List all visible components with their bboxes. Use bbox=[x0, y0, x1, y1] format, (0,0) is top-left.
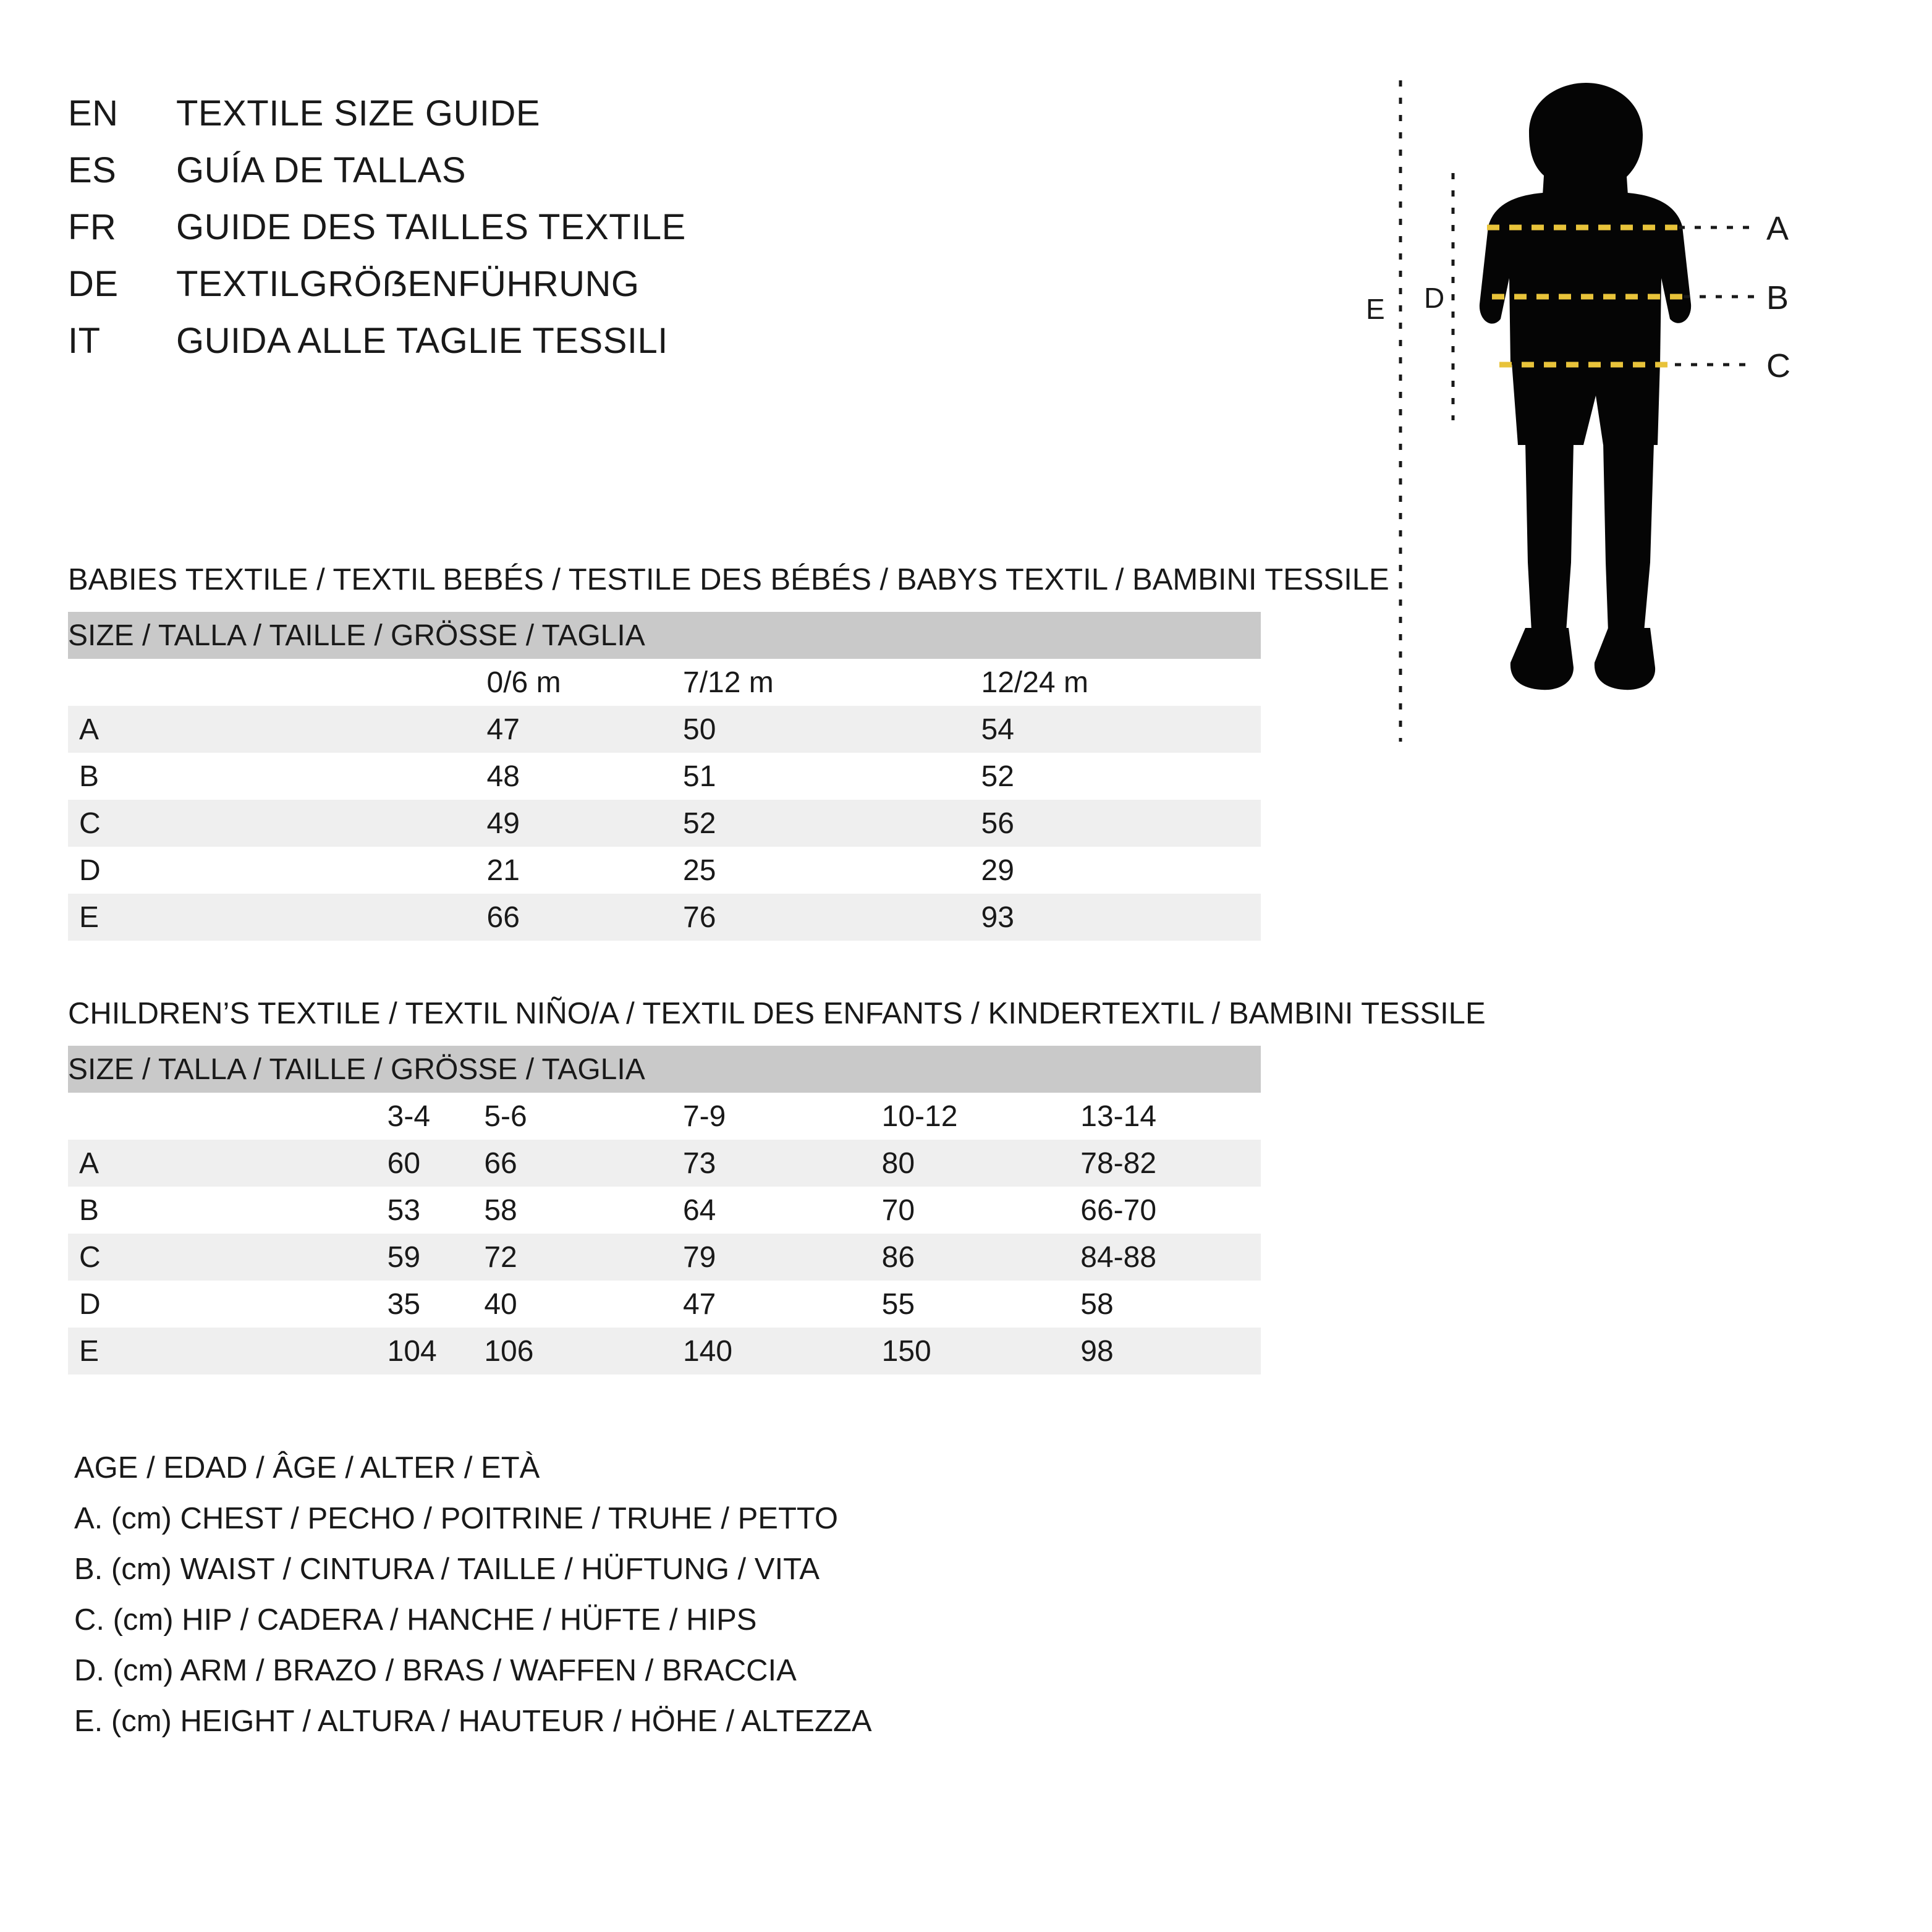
row-label: E bbox=[68, 1328, 267, 1375]
babies-column-header: 7/12 m bbox=[664, 659, 963, 706]
language-title: GUIDA ALLE TAGLIE TESSILI bbox=[176, 321, 668, 361]
cell: 80 bbox=[863, 1140, 1062, 1187]
children-section-title: CHILDREN’S TEXTILE / TEXTIL NIÑO/A / TEXTIL DES ENFANTS / KINDERTEXTIL / BAMBINI TESSILE bbox=[68, 997, 1486, 1030]
legend-block bbox=[68, 1443, 1858, 1747]
babies-table-header: SIZE / TALLA / TAILLE / GRÖSSE / TAGLIA bbox=[68, 612, 1261, 659]
legend-item-waist: B. (cm) WAIST / CINTURA / TAILLE / HÜFTUNG / VITA bbox=[74, 1553, 820, 1586]
cell: 86 bbox=[863, 1234, 1062, 1281]
children-section bbox=[68, 996, 1858, 1375]
cell: 40 bbox=[465, 1281, 664, 1328]
language-code: FR bbox=[68, 207, 117, 247]
cell: 98 bbox=[1062, 1328, 1261, 1375]
language-code: DE bbox=[68, 264, 119, 304]
cell: 21 bbox=[366, 847, 665, 894]
babies-section-title: BABIES TEXTILE / TEXTIL BEBÉS / TESTILE DES BÉBÉS / BABYS TEXTIL / BAMBINI TESSILE bbox=[68, 563, 1389, 596]
language-code: IT bbox=[68, 321, 101, 361]
babies-size-table bbox=[68, 612, 1261, 941]
row-label: A bbox=[68, 1140, 267, 1187]
legend-item-arm: D. (cm) ARM / BRAZO / BRAS / WAFFEN / BRACCIA bbox=[74, 1654, 797, 1687]
cell: 47 bbox=[366, 706, 665, 753]
cell: 79 bbox=[664, 1234, 863, 1281]
row-label: C bbox=[68, 1234, 267, 1281]
cell: 64 bbox=[664, 1187, 863, 1234]
table-row bbox=[68, 1281, 1261, 1328]
row-label: C bbox=[68, 800, 366, 847]
table-row bbox=[68, 1328, 1261, 1375]
table-header-row bbox=[68, 612, 1261, 659]
cell: 29 bbox=[963, 847, 1261, 894]
cell: 66 bbox=[465, 1140, 664, 1187]
table-header-row bbox=[68, 1046, 1261, 1093]
legend-item-chest: A. (cm) CHEST / PECHO / POITRINE / TRUHE / PETTO bbox=[74, 1502, 839, 1535]
cell: 104 bbox=[267, 1328, 466, 1375]
svg-text:B: B bbox=[1766, 279, 1789, 316]
legend-item-hip: C. (cm) HIP / CADERA / HANCHE / HÜFTE / HIPS bbox=[74, 1603, 757, 1637]
cell: 140 bbox=[664, 1328, 863, 1375]
row-label: A bbox=[68, 706, 366, 753]
cell: 53 bbox=[267, 1187, 466, 1234]
cell: 150 bbox=[863, 1328, 1062, 1375]
cell: 51 bbox=[664, 753, 963, 800]
row-label: D bbox=[68, 847, 366, 894]
cell: 54 bbox=[963, 706, 1261, 753]
cell: 60 bbox=[267, 1140, 466, 1187]
cell: 78-82 bbox=[1062, 1140, 1261, 1187]
svg-text:D: D bbox=[1424, 282, 1445, 314]
cell: 56 bbox=[963, 800, 1261, 847]
table-row bbox=[68, 894, 1261, 941]
language-code: EN bbox=[68, 93, 119, 133]
svg-text:E: E bbox=[1366, 293, 1385, 325]
legend-title: AGE / EDAD / ÂGE / ALTER / ETÀ bbox=[74, 1451, 540, 1485]
children-table-header: SIZE / TALLA / TAILLE / GRÖSSE / TAGLIA bbox=[68, 1046, 1261, 1093]
row-label: B bbox=[68, 1187, 267, 1234]
children-column-header: 5-6 bbox=[465, 1093, 664, 1140]
svg-text:C: C bbox=[1766, 347, 1790, 384]
row-label: E bbox=[68, 894, 366, 941]
language-code: ES bbox=[68, 150, 117, 190]
cell: 48 bbox=[366, 753, 665, 800]
table-row bbox=[68, 800, 1261, 847]
cell: 59 bbox=[267, 1234, 466, 1281]
children-column-header: 3-4 bbox=[267, 1093, 466, 1140]
cell: 50 bbox=[664, 706, 963, 753]
cell: 52 bbox=[963, 753, 1261, 800]
table-row bbox=[68, 1140, 1261, 1187]
row-label: D bbox=[68, 1281, 267, 1328]
cell: 73 bbox=[664, 1140, 863, 1187]
empty-corner bbox=[68, 1093, 267, 1140]
table-row bbox=[68, 706, 1261, 753]
legend-item-height: E. (cm) HEIGHT / ALTURA / HAUTEUR / HÖHE / ALTEZZA bbox=[74, 1705, 872, 1738]
table-column-row bbox=[68, 1093, 1261, 1140]
children-size-table bbox=[68, 1046, 1261, 1375]
cell: 76 bbox=[664, 894, 963, 941]
children-column-header: 10-12 bbox=[863, 1093, 1062, 1140]
cell: 58 bbox=[1062, 1281, 1261, 1328]
cell: 66 bbox=[366, 894, 665, 941]
cell: 84-88 bbox=[1062, 1234, 1261, 1281]
table-column-row bbox=[68, 659, 1261, 706]
cell: 93 bbox=[963, 894, 1261, 941]
cell: 72 bbox=[465, 1234, 664, 1281]
table-row bbox=[68, 1187, 1261, 1234]
cell: 58 bbox=[465, 1187, 664, 1234]
cell: 25 bbox=[664, 847, 963, 894]
svg-text:A: A bbox=[1766, 210, 1789, 247]
table-row bbox=[68, 1234, 1261, 1281]
language-title: TEXTILE SIZE GUIDE bbox=[176, 93, 541, 133]
cell: 49 bbox=[366, 800, 665, 847]
language-title: GUÍA DE TALLAS bbox=[176, 150, 467, 190]
babies-column-header: 12/24 m bbox=[963, 659, 1261, 706]
cell: 66-70 bbox=[1062, 1187, 1261, 1234]
empty-corner bbox=[68, 659, 366, 706]
language-title: GUIDE DES TAILLES TEXTILE bbox=[176, 207, 686, 247]
table-row bbox=[68, 753, 1261, 800]
table-row bbox=[68, 847, 1261, 894]
cell: 55 bbox=[863, 1281, 1062, 1328]
babies-column-header: 0/6 m bbox=[366, 659, 665, 706]
cell: 35 bbox=[267, 1281, 466, 1328]
children-column-header: 7-9 bbox=[664, 1093, 863, 1140]
measurement-figure bbox=[1366, 74, 1808, 766]
cell: 70 bbox=[863, 1187, 1062, 1234]
language-title: TEXTILGRÖẞENFÜHRUNG bbox=[176, 264, 640, 304]
cell: 52 bbox=[664, 800, 963, 847]
children-column-header: 13-14 bbox=[1062, 1093, 1261, 1140]
cell: 47 bbox=[664, 1281, 863, 1328]
cell: 106 bbox=[465, 1328, 664, 1375]
row-label: B bbox=[68, 753, 366, 800]
